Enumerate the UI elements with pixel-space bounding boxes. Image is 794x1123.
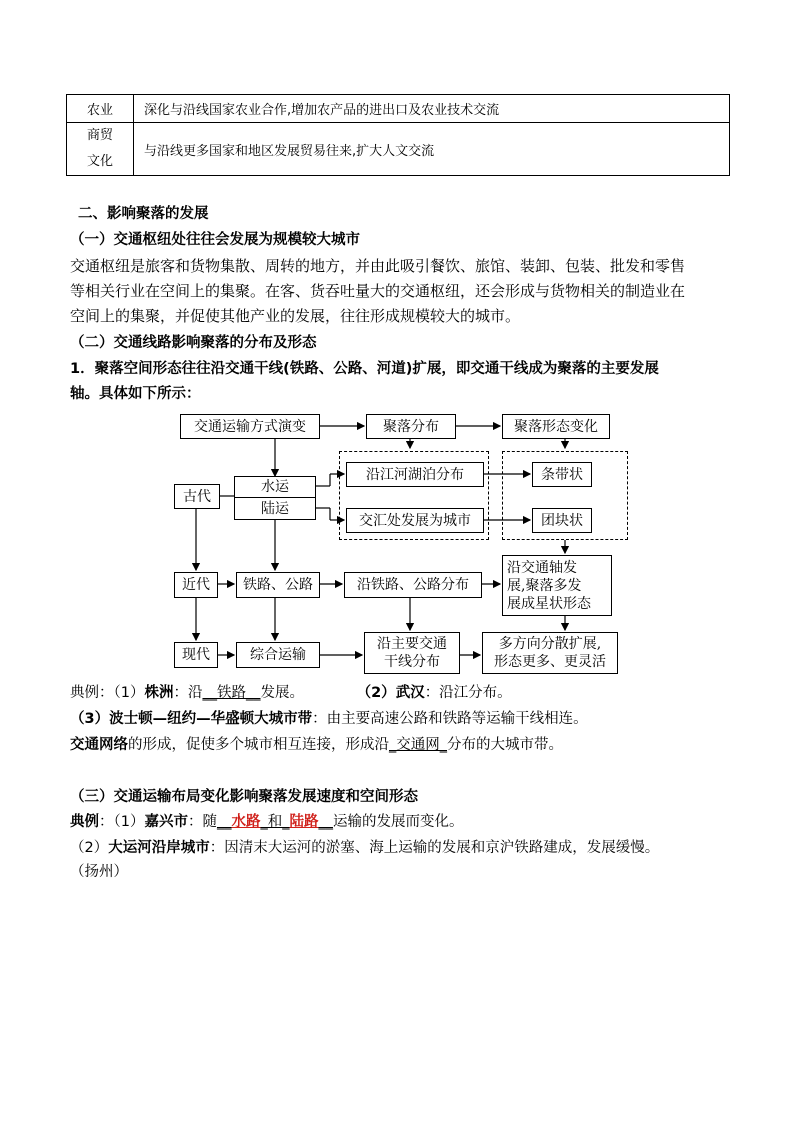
yangzhou-note: （扬州） bbox=[70, 864, 128, 880]
box-contemporary: 现代 bbox=[174, 642, 218, 668]
canal-line: （2）大运河沿岸城市：因清末大运河的淤塞、海上运输的发展和京沪铁路建成，发展缓慢。 bbox=[70, 840, 660, 856]
box-main-trunk: 沿主要交通 干线分布 bbox=[364, 632, 460, 674]
box-multi-direction: 多方向分散扩展, 形态更多、更灵活 bbox=[482, 632, 618, 674]
jiaxing-line: 典例：（1）嘉兴市：随__水路_和_陆路__运输的发展而变化。 bbox=[70, 814, 464, 830]
box-ancient: 古代 bbox=[174, 484, 220, 509]
row-text-trade-culture: 与沿线更多国家和地区发展贸易往来,扩大人文交流 bbox=[134, 123, 730, 176]
header-settlement-distribution: 聚落分布 bbox=[366, 414, 456, 439]
box-strip-form: 条带状 bbox=[532, 462, 592, 487]
box-integrated-transport: 综合运输 bbox=[236, 642, 320, 668]
row-label-trade-culture: 商贸 文化 bbox=[67, 123, 134, 176]
point1-line2: 轴。具体如下所示： bbox=[70, 386, 201, 402]
box-land-transport: 陆运 bbox=[234, 497, 316, 520]
box-along-rivers: 沿江河湖泊分布 bbox=[346, 462, 484, 487]
box-axis-star: 沿交通轴发 展,聚落多发 展成星状形态 bbox=[502, 555, 612, 616]
example-line-1: 典例：（1）株洲：沿__铁路__发展。 （2）武汉：沿江分布。 bbox=[70, 685, 512, 701]
row-label-agriculture: 农业 bbox=[67, 95, 134, 123]
subheading-layout-change: （三）交通运输布局变化影响聚落发展速度和空间形态 bbox=[70, 789, 418, 805]
box-cluster-form: 团块状 bbox=[532, 508, 592, 533]
header-settlement-form: 聚落形态变化 bbox=[502, 414, 610, 439]
section-heading: 二、影响聚落的发展 bbox=[78, 206, 209, 222]
box-water-transport: 水运 bbox=[234, 476, 316, 498]
box-modern: 近代 bbox=[174, 572, 218, 598]
point1-line1: 1．聚落空间形态往往沿交通干线(铁路、公路、河道)扩展，即交通干线成为聚落的主要发展 bbox=[70, 361, 659, 377]
subheading-lines: （二）交通线路影响聚落的分布及形态 bbox=[70, 335, 317, 351]
header-transport-evolution: 交通运输方式演变 bbox=[180, 414, 320, 439]
box-railroad-highway: 铁路、公路 bbox=[236, 572, 320, 598]
row-text-agriculture: 深化与沿线国家农业合作,增加农产品的进出口及农业技术交流 bbox=[134, 95, 730, 123]
hub-paragraph: 交通枢纽是旅客和货物集散、周转的地方，并由此吸引餐饮、旅馆、装卸、包装、批发和零售 等相关行业在空间上的集聚。在客、货吞吐量大的交通枢纽，还会形成与货物相关的制造业在 空间上的集聚，并促使其他产业的发展，往往形成规模较大的城市。 bbox=[70, 257, 686, 325]
example-line-3: （3）波士顿—纽约—华盛顿大城市带：由主要高速公路和铁路等运输干线相连。 bbox=[70, 711, 588, 727]
network-line: 交通网络的形成，促使多个城市相互连接，形成沿_交通网_分布的大城市带。 bbox=[70, 737, 563, 753]
box-junction-city: 交汇处发展为城市 bbox=[346, 508, 484, 533]
subheading-hub: （一）交通枢纽处往往会发展为规模较大城市 bbox=[70, 232, 360, 248]
box-along-railroad: 沿铁路、公路分布 bbox=[344, 572, 482, 598]
